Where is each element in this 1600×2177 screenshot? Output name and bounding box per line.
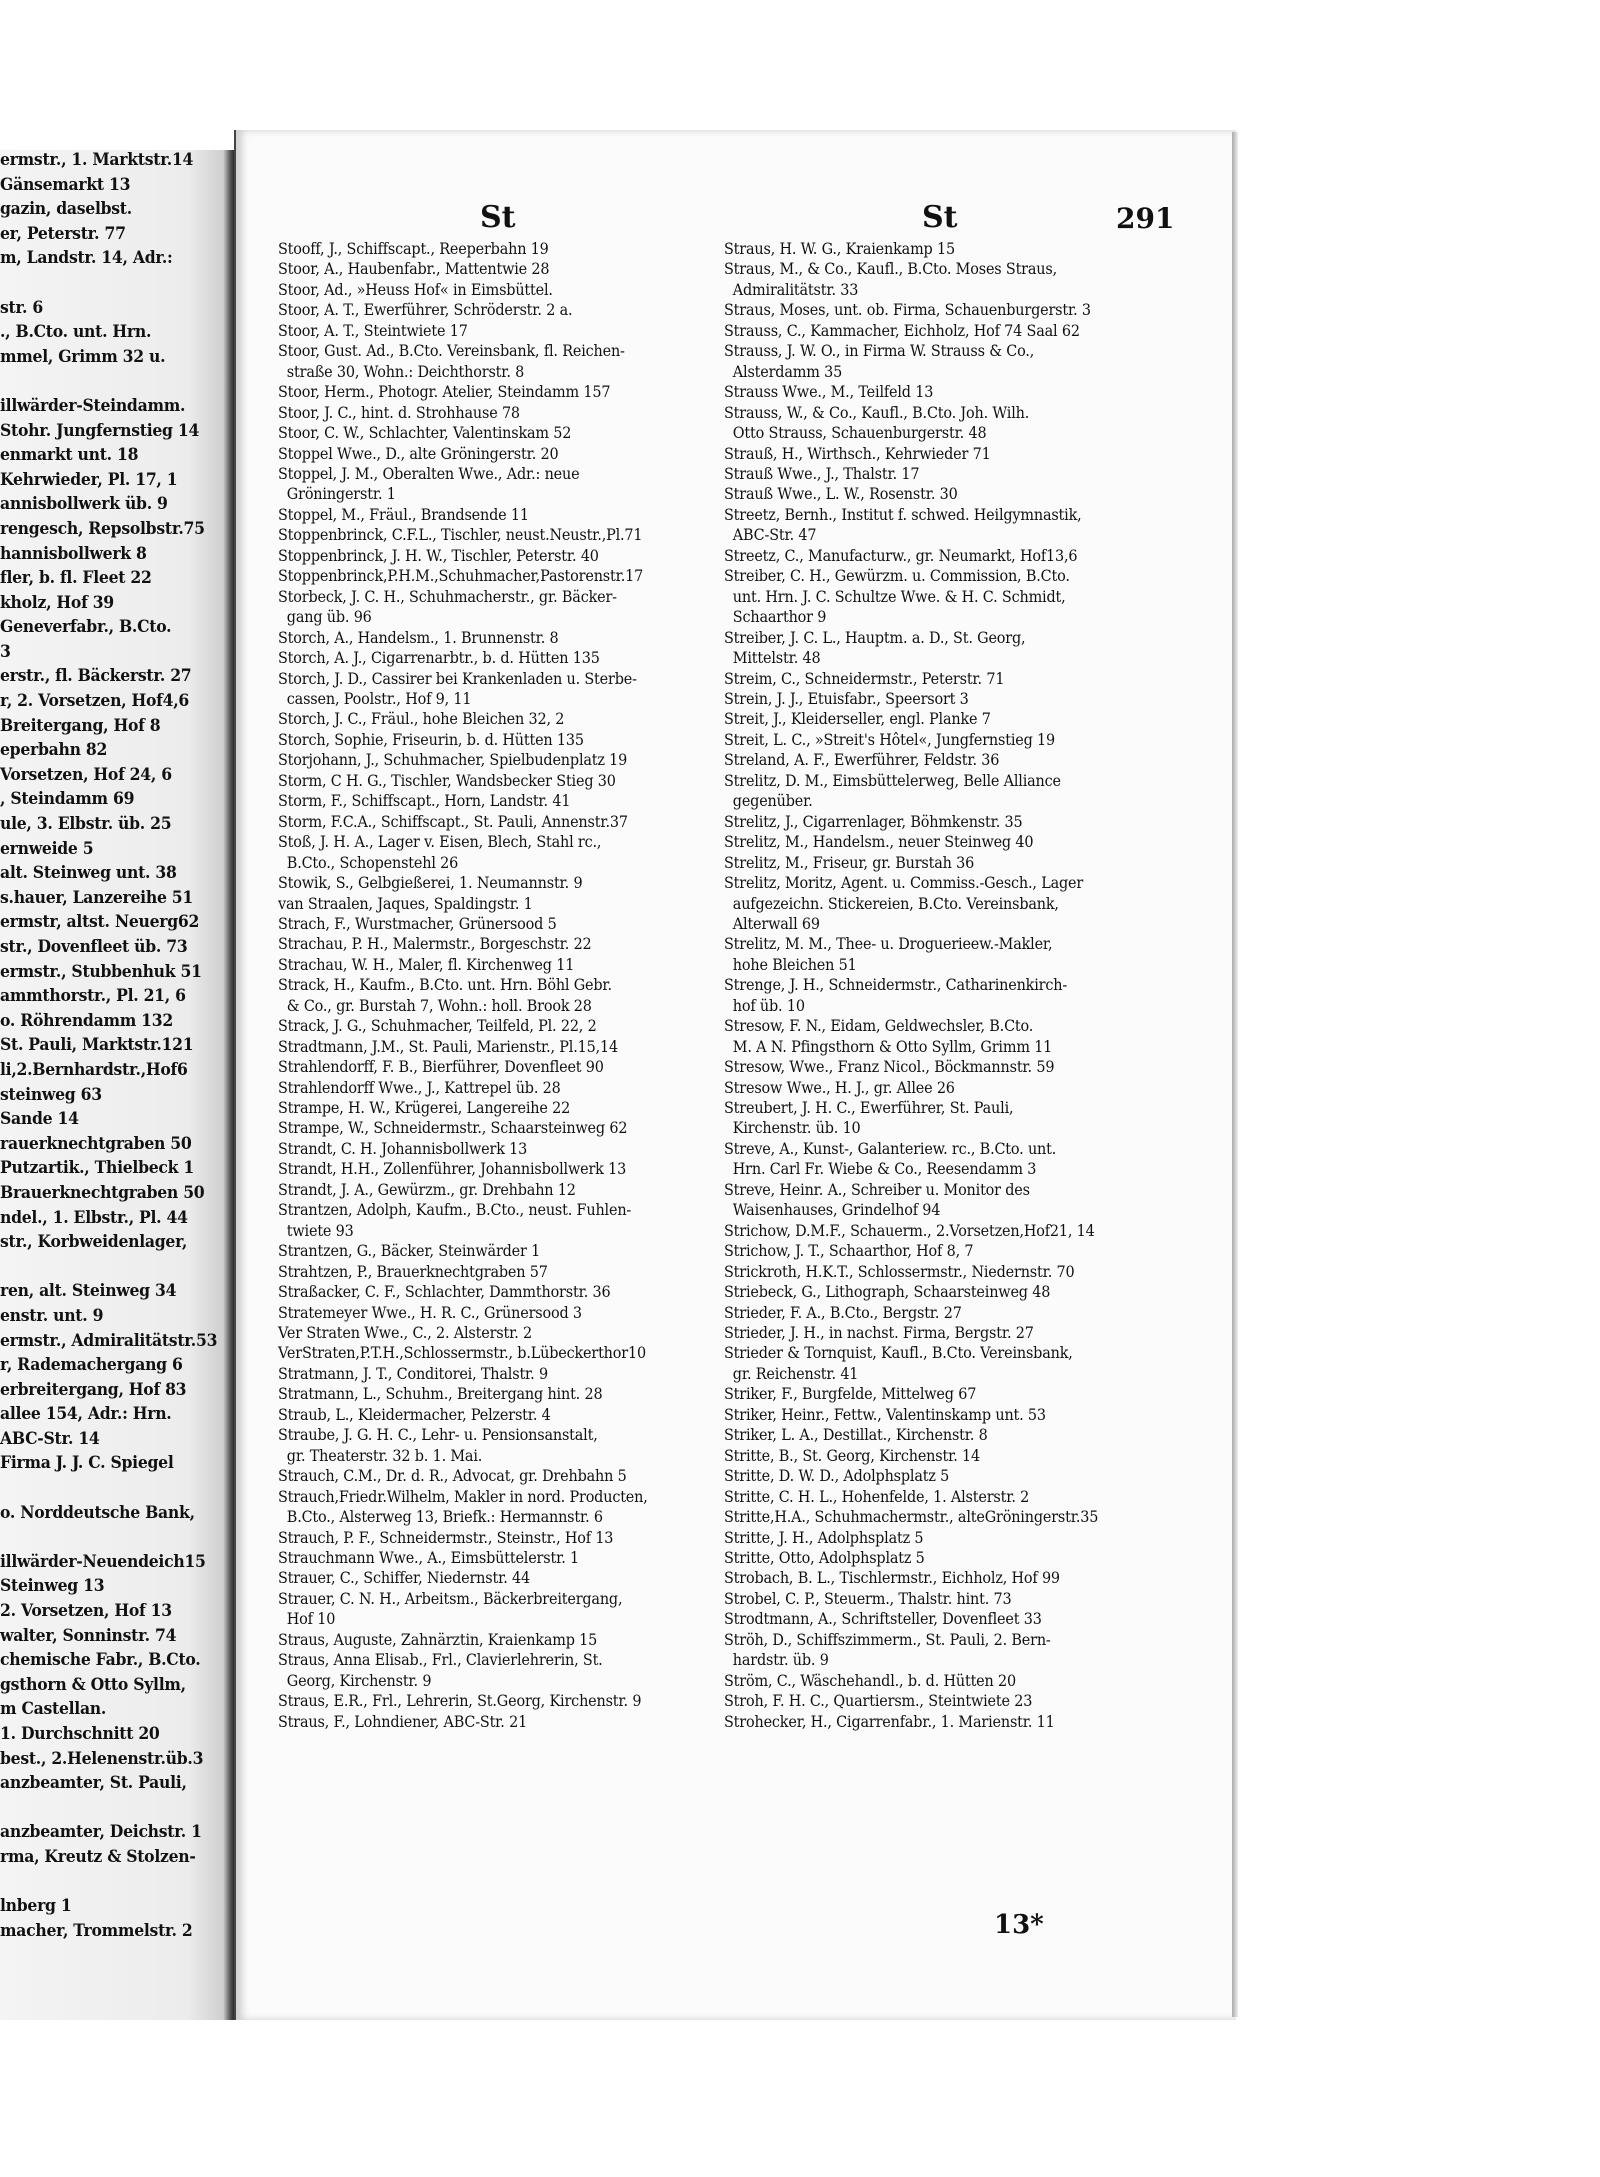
- directory-entry-line: Stratmann, J. T., Conditorei, Thalstr. 9: [278, 1363, 548, 1383]
- facing-page-line: enstr. unt. 9: [0, 1305, 104, 1326]
- directory-entry-line: Strauch,Friedr.Wilhelm, Makler in nord. Producten,: [278, 1486, 648, 1506]
- directory-entry-line: Strandt, J. A., Gewürzm., gr. Drehbahn 12: [278, 1179, 576, 1199]
- facing-page-line: kholz, Hof 39: [0, 592, 114, 613]
- facing-page-line: s.hauer, Lanzereihe 51: [0, 887, 193, 908]
- directory-entry-line: Strauch, P. F., Schneidermstr., Steinstr., Hof 13: [278, 1527, 614, 1547]
- directory-entry-line: Strack, J. G., Schuhmacher, Teilfeld, Pl. 22, 2: [278, 1016, 597, 1036]
- directory-entry-line: hardstr. üb. 9: [724, 1650, 829, 1670]
- directory-entry-line: Strieder & Tornquist, Kaufl., B.Cto. Vereinsbank,: [724, 1343, 1073, 1363]
- directory-entry-line: cassen, Poolstr., Hof 9, 11: [278, 688, 472, 708]
- directory-entry-line: Stoor, J. C., hint. d. Strohhause 78: [278, 402, 520, 422]
- facing-page-line: ABC-Str. 14: [0, 1428, 100, 1449]
- directory-entry-line: Straus, Auguste, Zahnärztin, Kraienkamp 15: [278, 1629, 598, 1649]
- directory-entry-line: B.Cto., Schopenstehl 26: [278, 852, 459, 872]
- directory-entry-line: Strieder, J. H., in nachst. Firma, Bergstr. 27: [724, 1323, 1034, 1343]
- facing-page-line: illwärder-Neuendeich15: [0, 1551, 206, 1572]
- directory-entry-line: B.Cto., Alsterweg 13, Briefk.: Hermannstr. 6: [278, 1507, 603, 1527]
- directory-entry-line: Streland, A. F., Ewerführer, Feldstr. 36: [724, 750, 1000, 770]
- directory-entry-line: Strobach, B. L., Tischlermstr., Eichholz, Hof 99: [724, 1568, 1060, 1588]
- directory-entry-line: Storch, J. C., Fräul., hohe Bleichen 32, 2: [278, 709, 565, 729]
- facing-page-line: ule, 3. Elbstr. üb. 25: [0, 814, 172, 835]
- directory-entry-line: Stritte, Otto, Adolphsplatz 5: [724, 1548, 925, 1567]
- directory-entry-line: Streetz, Bernh., Institut f. schwed. Heilgymnastik,: [724, 504, 1082, 524]
- facing-page-line: er, Peterstr. 77: [0, 223, 126, 244]
- directory-entry-line: Straus, Moses, unt. ob. Firma, Schauenburgerstr. 3: [724, 300, 1091, 320]
- facing-page-line: [0, 1796, 210, 1821]
- directory-entry-line: Strahlendorff Wwe., J., Kattrepel üb. 28: [278, 1077, 561, 1097]
- directory-entry-line: Stoor, Gust. Ad., B.Cto. Vereinsbank, fl. Reichen-: [278, 341, 625, 361]
- signature-mark: 13*: [994, 1910, 1044, 1940]
- page-number: 291: [1116, 202, 1175, 235]
- facing-page-line: ermstr., Stubbenhuk 51: [0, 961, 202, 982]
- directory-entry-line: Stoppenbrinck, C.F.L., Tischler, neust.Neustr.,Pl.71: [278, 525, 643, 545]
- facing-page-line: ernweide 5: [0, 838, 94, 859]
- directory-entry-line: Stoor, Herm., Photogr. Atelier, Steindamm 157: [278, 382, 611, 402]
- directory-entry-line: Strauch, C.M., Dr. d. R., Advocat, gr. Drehbahn 5: [278, 1466, 627, 1486]
- directory-entry-line: Mittelstr. 48: [724, 648, 821, 668]
- facing-page-line: ermstr., 1. Marktstr.14: [0, 150, 194, 170]
- directory-entry-line: Strichow, D.M.F., Schauerm., 2.Vorsetzen,Hof21, 14: [724, 1220, 1095, 1240]
- facing-page-line: 3: [0, 641, 11, 662]
- facing-page-line: [0, 1255, 210, 1280]
- directory-entry-line: Straus, M., & Co., Kaufl., B.Cto. Moses Straus,: [724, 259, 1057, 279]
- facing-page-line: anzbeamter, St. Pauli,: [0, 1773, 187, 1794]
- directory-entry-line: Storm, C H. G., Tischler, Wandsbecker Stieg 30: [278, 770, 616, 790]
- directory-entry-line: Strauchmann Wwe., A., Eimsbüttelerstr. 1: [278, 1548, 579, 1567]
- directory-entry-line: Strantzen, G., Bäcker, Steinwärder 1: [278, 1241, 541, 1261]
- facing-page-line: Kehrwieder, Pl. 17, 1: [0, 469, 178, 490]
- facing-page-line: St. Pauli, Marktstr.121: [0, 1035, 194, 1056]
- facing-page-line: macher, Trommelstr. 2: [0, 1920, 193, 1941]
- directory-entry-line: Strelitz, M. M., Thee- u. Droguerieew.-Makler,: [724, 934, 1053, 954]
- facing-page-line: , Steindamm 69: [0, 789, 135, 810]
- facing-page-line: m, Landstr. 14, Adr.:: [0, 248, 173, 269]
- directory-entry-line: Strahlendorff, F. B., Bierführer, Dovenfleet 90: [278, 1057, 604, 1077]
- facing-page-line: str. 6: [0, 297, 43, 318]
- facing-page-line: erstr., fl. Bäckerstr. 27: [0, 666, 192, 687]
- facing-page-line: ., B.Cto. unt. Hrn.: [0, 322, 152, 343]
- directory-entry-line: Strein, J. J., Etuisfabr., Speersort 3: [724, 688, 969, 708]
- directory-entry-line: Strampe, H. W., Krügerei, Langereihe 22: [278, 1098, 571, 1118]
- facing-page-line: walter, Sonninstr. 74: [0, 1625, 177, 1646]
- directory-entry-line: gr. Reichenstr. 41: [724, 1363, 859, 1383]
- right-column-heading: St: [922, 200, 958, 235]
- facing-page-line: Brauerknechtgraben 50: [0, 1182, 205, 1203]
- directory-entry-line: Storm, F.C.A., Schiffscapt., St. Pauli, Annenstr.37: [278, 811, 628, 831]
- facing-page-line: Putzartik., Thielbeck 1: [0, 1158, 195, 1179]
- left-column-heading: St: [480, 200, 516, 235]
- facing-page-line: [0, 1870, 210, 1895]
- directory-entry-line: Stoppel, M., Fräul., Brandsende 11: [278, 504, 529, 524]
- directory-entry-line: Strauss, C., Kammacher, Eichholz, Hof 74 Saal 62: [724, 320, 1080, 340]
- directory-entry-line: Streit, J., Kleiderseller, engl. Planke 7: [724, 709, 991, 729]
- directory-entry-line: & Co., gr. Burstah 7, Wohn.: holl. Brook 28: [278, 995, 592, 1015]
- directory-entry-line: straße 30, Wohn.: Deichthorstr. 8: [278, 361, 525, 381]
- facing-page-line: chemische Fabr., B.Cto.: [0, 1650, 201, 1671]
- directory-entry-line: Strandt, C. H. Johannisbollwerk 13: [278, 1138, 528, 1158]
- directory-entry-line: aufgezeichn. Stickereien, B.Cto. Vereinsbank,: [724, 893, 1059, 913]
- directory-entry-line: Stritte, C. H. L., Hohenfelde, 1. Alsterstr. 2: [724, 1486, 1030, 1506]
- directory-entry-line: Alsterdamm 35: [724, 361, 843, 381]
- directory-entry-line: Stowik, S., Gelbgießerei, 1. Neumannstr. 9: [278, 873, 583, 893]
- directory-entry-line: Stoor, A. T., Steintwiete 17: [278, 320, 468, 340]
- facing-page-line: [0, 369, 210, 394]
- directory-entry-line: Strantzen, Adolph, Kaufm., B.Cto., neust. Fuhlen-: [278, 1200, 632, 1220]
- facing-page-line: rauerknechtgraben 50: [0, 1133, 192, 1154]
- facing-page-line: annisbollwerk üb. 9: [0, 494, 168, 515]
- directory-entry-line: Strachau, W. H., Maler, fl. Kirchenweg 11: [278, 954, 575, 974]
- page-edge: [1232, 132, 1238, 2017]
- facing-page-line: ermstr., Admiralitätstr.53: [0, 1330, 218, 1351]
- facing-page-line: li,2.Bernhardstr.,Hof6: [0, 1059, 188, 1080]
- directory-entry-line: Stoppenbrinck, J. H. W., Tischler, Peterstr. 40: [278, 545, 599, 565]
- facing-page-line: ermstr, altst. Neuerg62: [0, 912, 200, 933]
- directory-entry-line: Stoppel Wwe., D., alte Gröningerstr. 20: [278, 443, 559, 463]
- directory-entry-line: Strelitz, M., Friseur, gr. Burstah 36: [724, 852, 975, 872]
- directory-entry-line: Stoor, A., Haubenfabr., Mattentwie 28: [278, 259, 550, 279]
- facing-page-line: gazin, daselbst.: [0, 199, 132, 220]
- directory-entry-line: Storch, A. J., Cigarrenarbtr., b. d. Hütten 135: [278, 648, 600, 668]
- facing-page-line: allee 154, Adr.: Hrn.: [0, 1404, 172, 1425]
- facing-page-line: [0, 1525, 210, 1550]
- directory-entry-line: Stoor, A. T., Ewerführer, Schröderstr. 2 a.: [278, 300, 573, 320]
- directory-page: [234, 130, 1236, 2020]
- directory-entry-line: Stratemeyer Wwe., H. R. C., Grünersood 3: [278, 1302, 582, 1322]
- directory-entry-line: Hrn. Carl Fr. Wiebe & Co., Reesendamm 3: [724, 1159, 1037, 1179]
- directory-entry-line: hof üb. 10: [724, 995, 805, 1015]
- directory-entry-line: Stroh, F. H. C., Quartiersm., Steintwiete 23: [724, 1691, 1033, 1711]
- facing-page-line: Steinweg 13: [0, 1576, 105, 1597]
- directory-entry-line: Streit, L. C., »Streit's Hôtel«, Jungfernstieg 19: [724, 729, 1056, 749]
- directory-entry-line: Stoppel, J. M., Oberalten Wwe., Adr.: neue: [278, 463, 580, 483]
- directory-entry-line: Gröningerstr. 1: [278, 484, 396, 504]
- facing-page-line: illwärder-Steindamm.: [0, 395, 186, 416]
- facing-page-line: rma, Kreutz & Stolzen-: [0, 1846, 196, 1867]
- directory-entry-line: Strampe, W., Schneidermstr., Schaarsteinweg 62: [278, 1118, 628, 1138]
- facing-page-line: anzbeamter, Deichstr. 1: [0, 1822, 202, 1843]
- facing-page-line: r, Rademachergang 6: [0, 1355, 183, 1376]
- directory-entry-line: Strelitz, Moritz, Agent. u. Commiss.-Gesch., Lager: [724, 873, 1084, 893]
- facing-page-line: Vorsetzen, Hof 24, 6: [0, 764, 172, 785]
- directory-entry-line: gr. Theaterstr. 32 b. 1. Mai.: [278, 1445, 483, 1465]
- directory-entry-line: Strobel, C. P., Steuerm., Thalstr. hint. 73: [724, 1588, 1012, 1608]
- directory-entry-line: Strickroth, H.K.T., Schlossermstr., Niedernstr. 70: [724, 1261, 1075, 1281]
- directory-entry-line: Streetz, C., Manufacturw., gr. Neumarkt, Hof13,6: [724, 545, 1078, 565]
- directory-entry-line: Strack, H., Kaufm., B.Cto. unt. Hrn. Böhl Gebr.: [278, 975, 612, 995]
- facing-page-line: rengesch, Repsolbstr.75: [0, 518, 205, 539]
- directory-entry-line: hohe Bleichen 51: [724, 954, 857, 974]
- directory-entry-line: Hof 10: [278, 1609, 336, 1629]
- directory-entry-line: Straube, J. G. H. C., Lehr- u. Pensionsanstalt,: [278, 1425, 598, 1445]
- directory-entry-line: Stoß, J. H. A., Lager v. Eisen, Blech, Stahl rc.,: [278, 832, 602, 852]
- facing-page-line: ammthorstr., Pl. 21, 6: [0, 986, 186, 1007]
- facing-page-line: hannisbollwerk 8: [0, 543, 147, 564]
- directory-entry-line: gang üb. 96: [278, 607, 372, 627]
- facing-page-line: 2. Vorsetzen, Hof 13: [0, 1601, 172, 1622]
- directory-entry-line: Stratmann, L., Schuhm., Breitergang hint. 28: [278, 1384, 603, 1404]
- directory-entry-line: Straus, H. W. G., Kraienkamp 15: [724, 239, 955, 258]
- directory-entry-line: Waisenhauses, Grindelhof 94: [724, 1200, 941, 1220]
- directory-entry-line: Stritte,H.A., Schuhmachermstr., alteGröningerstr.35: [724, 1507, 1099, 1527]
- facing-page-fragment: [0, 148, 228, 1998]
- directory-entry-line: gegenüber.: [724, 791, 813, 811]
- directory-entry-line: Stradtmann, J.M., St. Pauli, Marienstr., Pl.15,14: [278, 1036, 618, 1056]
- directory-entry-line: VerStraten,P.T.H.,Schlossermstr., b.Lübeckerthor10: [278, 1343, 646, 1363]
- directory-entry-line: Admiralitätstr. 33: [724, 279, 859, 299]
- facing-page-line: Geneverfabr., B.Cto.: [0, 617, 172, 638]
- facing-page-line: m Castellan.: [0, 1699, 107, 1720]
- directory-entry-line: Stooff, J., Schiffscapt., Reeperbahn 19: [278, 239, 549, 258]
- directory-entry-line: Streiber, J. C. L., Hauptm. a. D., St. Georg,: [724, 627, 1026, 647]
- directory-entry-line: Strieder, F. A., B.Cto., Bergstr. 27: [724, 1302, 962, 1322]
- facing-page-line: lnberg 1: [0, 1896, 72, 1917]
- right-entries-column: [724, 239, 1184, 1732]
- facing-page-line: mmel, Grimm 32 u.: [0, 346, 166, 367]
- directory-entry-line: Stresow, F. N., Eidam, Geldwechsler, B.Cto.: [724, 1016, 1034, 1036]
- directory-entry-line: Strauß, H., Wirthsch., Kehrwieder 71: [724, 443, 991, 463]
- directory-entry-line: Strichow, J. T., Schaarthor, Hof 8, 7: [724, 1241, 974, 1261]
- facing-page-line: ren, alt. Steinweg 34: [0, 1281, 177, 1302]
- directory-entry-line: Stritte, D. W. D., Adolphsplatz 5: [724, 1466, 950, 1486]
- directory-entry-line: ABC-Str. 47: [724, 525, 817, 545]
- directory-entry-line: Ströh, D., Schiffszimmerm., St. Pauli, 2. Bern-: [724, 1629, 1051, 1649]
- directory-entry-line: Stoor, C. W., Schlachter, Valentinskam 52: [278, 423, 572, 443]
- directory-entry-line: Storjohann, J., Schuhmacher, Spielbudenplatz 19: [278, 750, 628, 770]
- facing-page-line: Firma J. J. C. Spiegel: [0, 1453, 174, 1474]
- facing-page-line: o. Röhrendamm 132: [0, 1010, 173, 1031]
- directory-entry-line: Alterwall 69: [724, 913, 820, 933]
- left-entries-column: [278, 239, 738, 1732]
- directory-entry-line: Striker, F., Burgfelde, Mittelweg 67: [724, 1384, 977, 1404]
- directory-entry-line: Storbeck, J. C. H., Schuhmacherstr., gr. Bäcker-: [278, 586, 617, 606]
- facing-page-line: alt. Steinweg unt. 38: [0, 863, 177, 884]
- directory-entry-line: Strauß Wwe., J., Thalstr. 17: [724, 463, 920, 483]
- directory-entry-line: van Straalen, Jaques, Spaldingstr. 1: [278, 893, 533, 913]
- directory-entry-line: Streiber, C. H., Gewürzm. u. Commission, B.Cto.: [724, 566, 1070, 586]
- directory-entry-line: Stresow Wwe., H. J., gr. Allee 26: [724, 1077, 955, 1097]
- directory-entry-line: Strauer, C., Schiffer, Niedernstr. 44: [278, 1568, 530, 1588]
- directory-entry-line: Stresow, Wwe., Franz Nicol., Böckmannstr. 59: [724, 1057, 1055, 1077]
- directory-entry-line: Strauss Wwe., M., Teilfeld 13: [724, 382, 934, 402]
- directory-entry-line: Strachau, P. H., Malermstr., Borgeschstr. 22: [278, 934, 592, 954]
- facing-page-line: Breitergang, Hof 8: [0, 715, 161, 736]
- directory-entry-line: Stritte, B., St. Georg, Kirchenstr. 14: [724, 1445, 980, 1465]
- directory-entry-line: Strauer, C. N. H., Arbeitsm., Bäckerbreitergang,: [278, 1588, 623, 1608]
- directory-entry-line: Strauß Wwe., L. W., Rosenstr. 30: [724, 484, 958, 504]
- directory-entry-line: Georg, Kirchenstr. 9: [278, 1670, 432, 1690]
- directory-entry-line: Storch, J. D., Cassirer bei Krankenladen u. Sterbe-: [278, 668, 637, 688]
- directory-entry-line: Straus, E.R., Frl., Lehrerin, St.Georg, Kirchenstr. 9: [278, 1691, 642, 1711]
- directory-entry-line: Streubert, J. H. C., Ewerführer, St. Pauli,: [724, 1098, 1014, 1118]
- directory-entry-line: Kirchenstr. üb. 10: [724, 1118, 861, 1138]
- directory-entry-line: Straus, Anna Elisab., Frl., Clavierlehrerin, St.: [278, 1650, 603, 1670]
- directory-entry-line: M. A N. Pfingsthorn & Otto Syllm, Grimm 11: [724, 1036, 1053, 1056]
- directory-entry-line: Striker, Heinr., Fettw., Valentinskamp unt. 53: [724, 1404, 1046, 1424]
- facing-page-line: eperbahn 82: [0, 740, 108, 761]
- facing-page-line: [0, 1476, 210, 1501]
- directory-entry-line: Strodtmann, A., Schriftsteller, Dovenfleet 33: [724, 1609, 1042, 1629]
- facing-page-line: steinweg 63: [0, 1084, 102, 1105]
- directory-entry-line: Strenge, J. H., Schneidermstr., Catharinenkirch-: [724, 975, 1068, 995]
- directory-entry-line: Schaarthor 9: [724, 607, 827, 627]
- facing-page-line: erbreitergang, Hof 83: [0, 1379, 187, 1400]
- directory-entry-line: Striker, L. A., Destillat., Kirchenstr. 8: [724, 1425, 988, 1445]
- directory-entry-line: Strelitz, J., Cigarrenlager, Böhmkenstr. 35: [724, 811, 1023, 831]
- directory-entry-line: unt. Hrn. J. C. Schultze Wwe. & H. C. Schmidt,: [724, 586, 1066, 606]
- facing-page-line: Stohr. Jungfernstieg 14: [0, 420, 200, 441]
- directory-entry-line: Straßacker, C. F., Schlachter, Dammthorstr. 36: [278, 1282, 611, 1302]
- directory-entry-line: Strauss, J. W. O., in Firma W. Strauss & Co.,: [724, 341, 1035, 361]
- directory-entry-line: Strahtzen, P., Brauerknechtgraben 57: [278, 1261, 548, 1281]
- facing-page-line: best., 2.Helenenstr.üb.3: [0, 1748, 204, 1769]
- directory-entry-line: Stoppenbrinck,P.H.M.,Schuhmacher,Pastorenstr.17: [278, 566, 644, 586]
- directory-entry-line: Strauss, W., & Co., Kaufl., B.Cto. Joh. Wilh.: [724, 402, 1030, 422]
- facing-page-line: Sande 14: [0, 1109, 79, 1130]
- directory-entry-line: Stoor, Ad., »Heuss Hof« in Eimsbüttel.: [278, 279, 553, 299]
- directory-entry-line: twiete 93: [278, 1220, 354, 1240]
- facing-page-line: str., Dovenfleet üb. 73: [0, 937, 188, 957]
- facing-page-line: Gänsemarkt 13: [0, 174, 131, 195]
- facing-page-line: 1. Durchschnitt 20: [0, 1724, 160, 1744]
- directory-entry-line: Striebeck, G., Lithograph, Schaarsteinweg 48: [724, 1282, 1051, 1302]
- directory-entry-line: Storch, Sophie, Friseurin, b. d. Hütten 135: [278, 729, 584, 749]
- directory-entry-line: Otto Strauss, Schauenburgerstr. 48: [724, 423, 987, 443]
- directory-entry-line: Strelitz, D. M., Eimsbüttelerweg, Belle Alliance: [724, 770, 1061, 790]
- directory-entry-line: Strelitz, M., Handelsm., neuer Steinweg 40: [724, 832, 1034, 852]
- directory-entry-line: Streim, C., Schneidermstr., Peterstr. 71: [724, 668, 1005, 688]
- facing-page-line: [0, 271, 210, 296]
- directory-entry-line: Streve, A., Kunst-, Galanteriew. rc., B.Cto. unt.: [724, 1138, 1057, 1158]
- directory-entry-line: Strohecker, H., Cigarrenfabr., 1. Marienstr. 11: [724, 1711, 1055, 1731]
- directory-entry-line: Strach, F., Wurstmacher, Grünersood 5: [278, 913, 557, 933]
- facing-page-line: r, 2. Vorsetzen, Hof4,6: [0, 691, 190, 712]
- directory-entry-line: Straus, F., Lohndiener, ABC-Str. 21: [278, 1711, 528, 1731]
- facing-page-line: fler, b. fl. Fleet 22: [0, 568, 152, 589]
- facing-page-line: str., Korbweidenlager,: [0, 1232, 188, 1253]
- directory-entry-line: Strandt, H.H., Zollenführer, Johannisbollwerk 13: [278, 1159, 627, 1179]
- facing-page-line: o. Norddeutsche Bank,: [0, 1502, 195, 1523]
- directory-entry-line: Streve, Heinr. A., Schreiber u. Monitor des: [724, 1179, 1030, 1199]
- directory-entry-line: Storch, A., Handelsm., 1. Brunnenstr. 8: [278, 627, 559, 647]
- directory-entry-line: Ström, C., Wäschehandl., b. d. Hütten 20: [724, 1670, 1016, 1690]
- facing-page-line: ndel., 1. Elbstr., Pl. 44: [0, 1207, 188, 1228]
- facing-page-line: gsthorn & Otto Syllm,: [0, 1674, 186, 1695]
- directory-entry-line: Straub, L., Kleidermacher, Pelzerstr. 4: [278, 1404, 551, 1424]
- directory-entry-line: Stritte, J. H., Adolphsplatz 5: [724, 1527, 924, 1547]
- page-header: [236, 200, 1236, 240]
- directory-entry-line: Ver Straten Wwe., C., 2. Alsterstr. 2: [278, 1323, 532, 1343]
- facing-page-line: enmarkt unt. 18: [0, 445, 139, 466]
- directory-entry-line: Storm, F., Schiffscapt., Horn, Landstr. 41: [278, 791, 571, 811]
